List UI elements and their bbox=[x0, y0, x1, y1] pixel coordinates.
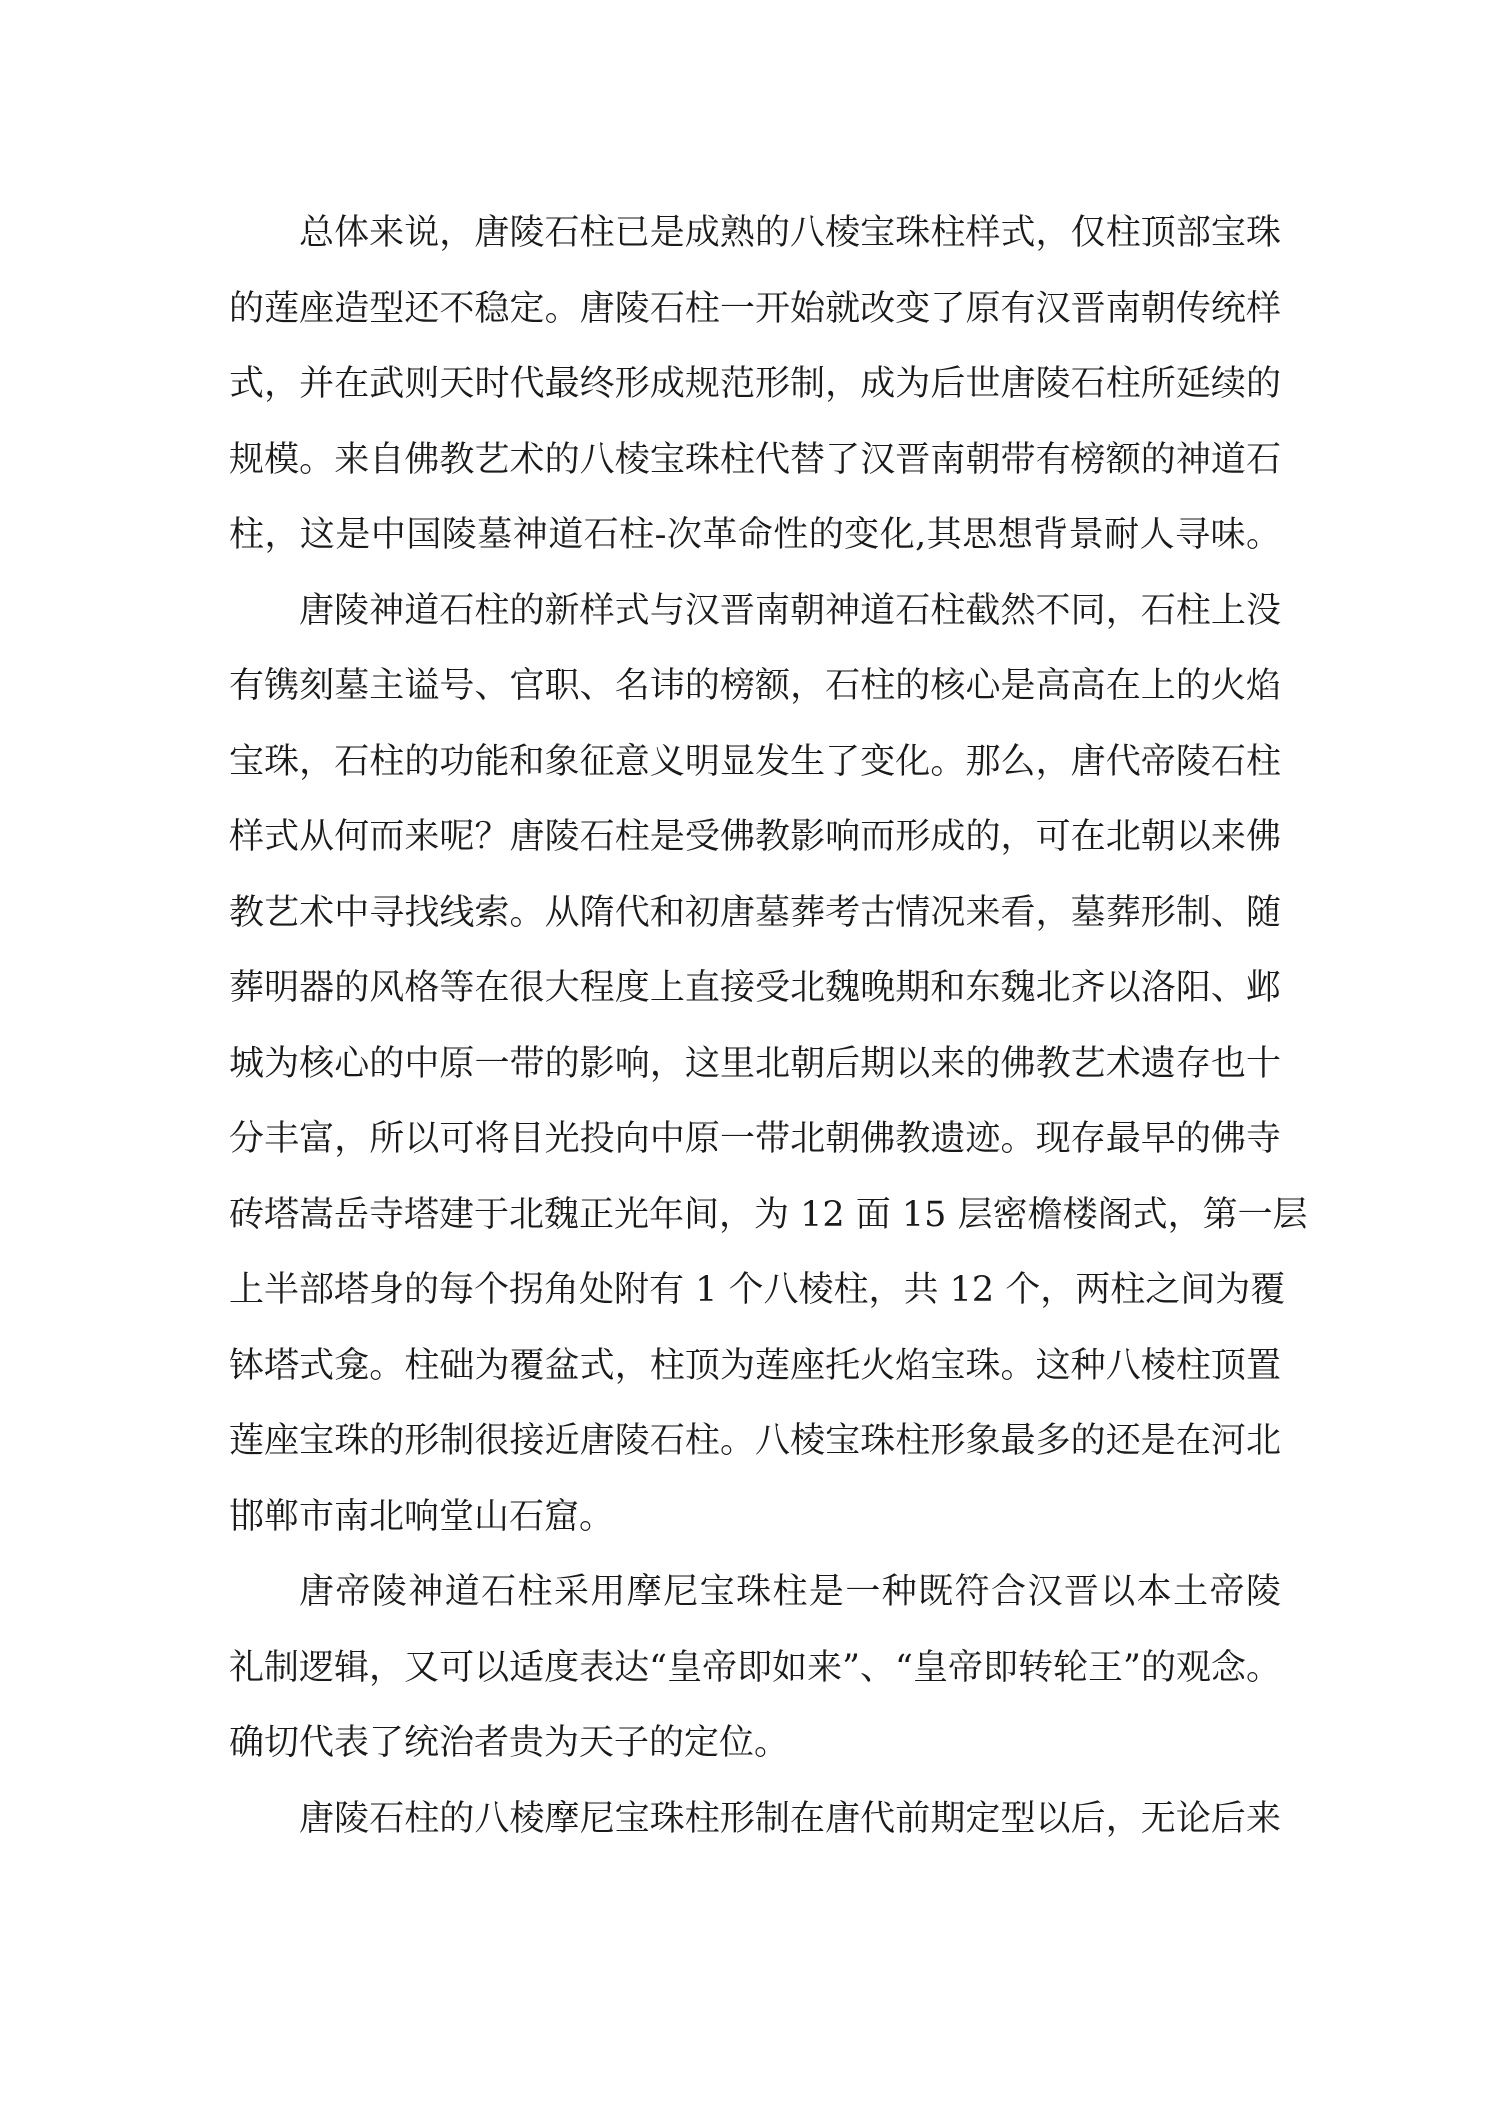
text-line: 葬明器的风格等在很大程度上直接受北魏晚期和东魏北齐以洛阳、邺 bbox=[229, 968, 1281, 1008]
text-line: 邯郸市南北响堂山石窟。 bbox=[229, 1496, 615, 1537]
paragraph-2 bbox=[229, 574, 1308, 1556]
text-line: 城为核心的中原一带的影响，这里北朝后期以来的佛教艺术遗存也十 bbox=[229, 1043, 1281, 1084]
paragraph-1 bbox=[229, 196, 1281, 574]
text-line: 钵塔式龛。柱础为覆盆式，柱顶为莲座托火焰宝珠。这种八棱柱顶置 bbox=[229, 1345, 1281, 1386]
text-line: 莲座宝珠的形制很接近唐陵石柱。八棱宝珠柱形象最多的还是在河北 bbox=[229, 1421, 1281, 1461]
text-line: 有镌刻墓主谥号、官职、名讳的榜额，石柱的核心是高高在上的火焰 bbox=[229, 666, 1281, 706]
text-line: 确切代表了统治者贵为天子的定位。 bbox=[229, 1723, 790, 1763]
text-line: 样式从何而来呢？唐陵石柱是受佛教影响而形成的，可在北朝以来佛 bbox=[229, 817, 1281, 857]
text-line: 唐陵神道石柱的新样式与汉晋南朝神道石柱截然不同，石柱上没 bbox=[299, 590, 1281, 631]
text-line: 唐帝陵神道石柱采用摩尼宝珠柱是一种既符合汉晋以本土帝陵 bbox=[299, 1572, 1281, 1612]
text-line: 柱，这是中国陵墓神道石柱-次革命性的变化,其思想背景耐人寻味。 bbox=[229, 515, 1281, 555]
text-line: 上半部塔身的每个拐角处附有 1 个八棱柱，共 12 个，两柱之间为覆 bbox=[229, 1270, 1286, 1310]
body-text bbox=[229, 196, 1308, 1857]
text-line: 唐陵石柱的八棱摩尼宝珠柱形制在唐代前期定型以后，无论后来 bbox=[299, 1798, 1281, 1839]
paragraph-4 bbox=[229, 1782, 1281, 1858]
text-line: 砖塔嵩岳寺塔建于北魏正光年间，为 12 面 15 层密檐楼阁式，第一层 bbox=[229, 1194, 1308, 1235]
text-line: 宝珠，石柱的功能和象征意义明显发生了变化。那么，唐代帝陵石柱 bbox=[229, 741, 1281, 782]
text-line: 的莲座造型还不稳定。唐陵石柱一开始就改变了原有汉晋南朝传统样 bbox=[229, 288, 1281, 329]
text-line: 总体来说，唐陵石柱已是成熟的八棱宝珠柱样式，仅柱顶部宝珠 bbox=[299, 213, 1281, 253]
text-line: 分丰富，所以可将目光投向中原一带北朝佛教遗迹。现存最早的佛寺 bbox=[229, 1119, 1281, 1159]
text-line: 礼制逻辑，又可以适度表达“皇帝即如来”、“皇帝即转轮王”的观念。 bbox=[229, 1647, 1281, 1688]
text-line: 教艺术中寻找线索。从隋代和初唐墓葬考古情况来看，墓葬形制、随 bbox=[229, 892, 1281, 933]
text-line: 式，并在武则天时代最终形成规范形制，成为后世唐陵石柱所延续的 bbox=[229, 364, 1281, 404]
text-line: 规模。来自佛教艺术的八棱宝珠柱代替了汉晋南朝带有榜额的神道石 bbox=[229, 439, 1281, 480]
paragraph-3 bbox=[229, 1555, 1281, 1782]
